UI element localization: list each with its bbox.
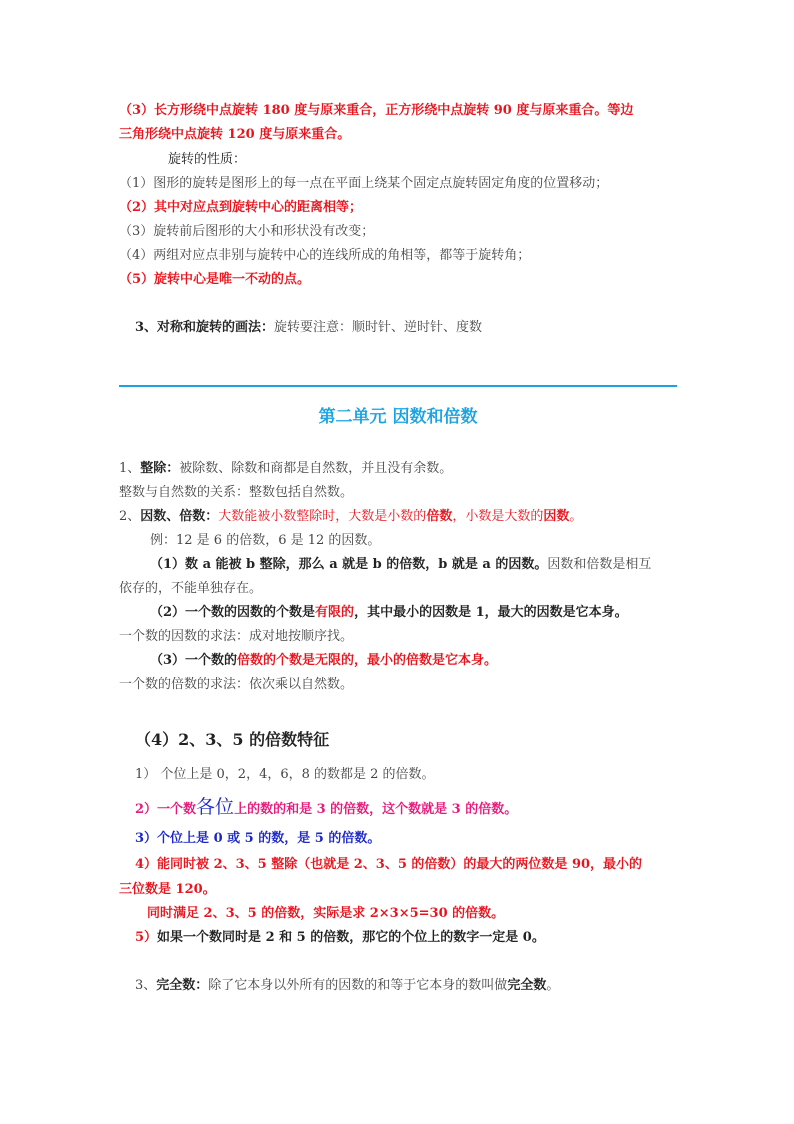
feature-2-each-digit: 各位 — [196, 796, 235, 818]
multiple-finding-method: 一个数的倍数的求法：依次乘以自然数。 — [119, 677, 354, 692]
definition-factor-text-2: ，小数是大数的 — [452, 509, 544, 524]
unit-title: 第二单元 因数和倍数 — [318, 407, 478, 427]
feature-5-text: 如果一个数同时是 2 和 5 的倍数，那它的个位上的数字一定是 0。 — [157, 930, 545, 945]
drawing-method-text: 旋转要注意：顺时针、逆时针、度数 — [274, 320, 483, 335]
note-1-text: 因数和倍数是相互 — [547, 557, 652, 572]
feature-4-note: 同时满足 2、3、5 的倍数，实际是求 2×3×5=30 的倍数。 — [147, 906, 505, 921]
rotation-note-line-1: （3）长方形绕中点旋转 180 度与原来重合，正方形绕中点旋转 90 度与原来重合。等边 — [119, 103, 634, 118]
definition-factor-multiple — [119, 507, 582, 527]
note-3-part-a: （3）一个数的 — [150, 653, 238, 668]
note-1-continued: 依存的，不能单独存在。 — [119, 581, 263, 596]
feature-1: 1） 个位上是 0，2，4，6，8 的数都是 2 的倍数。 — [135, 767, 435, 782]
factor-finding-method: 一个数的因数的求法：成对地按顺序找。 — [119, 629, 354, 644]
rotation-note-line-2: 三角形绕中点旋转 120 度与原来重合。 — [119, 127, 351, 142]
property-4: （4）两组对应点非别与旋转中心的连线所成的角相等，都等于旋转角； — [119, 248, 531, 263]
note-2 — [150, 603, 628, 623]
definition-factor-multiple-term: 倍数 — [426, 509, 453, 524]
note-3-infinite: 倍数的个数是无限的，最小的倍数是它本身。 — [237, 653, 498, 668]
definition-factor-text-1: 大数能被小数整除时，大数是小数的 — [218, 509, 427, 524]
note-1-bold: （1）数 a 能被 b 整除，那么 a 就是 b 的倍数，b 就是 a 的因数。 — [150, 557, 548, 572]
perfect-number-label: 完全数： — [156, 978, 209, 993]
feature-5-number: 5） — [135, 930, 158, 945]
property-2: （2）其中对应点到旋转中心的距离相等； — [119, 200, 363, 215]
integer-natural-relation: 整数与自然数的关系：整数包括自然数。 — [119, 485, 354, 500]
drawing-method-label: 3、对称和旋转的画法： — [135, 320, 275, 335]
perfect-number-text: 除了它本身以外所有的因数的和等于它本身的数叫做 — [208, 978, 508, 993]
definition-factor-label: 因数、倍数： — [140, 509, 219, 524]
perfect-number-definition — [135, 976, 559, 996]
section-divider — [119, 385, 677, 387]
feature-3: 3）个位上是 0 或 5 的数，是 5 的倍数。 — [135, 831, 381, 846]
property-3: （3）旋转前后图形的大小和形状没有改变； — [119, 224, 375, 239]
example-line: 例：12 是 6 的倍数，6 是 12 的因数。 — [150, 533, 381, 548]
features-title: （4）2、3、5 的倍数特征 — [135, 730, 330, 749]
note-2-part-c: ，其中最小的因数是 1，最大的因数是它本身。 — [354, 605, 628, 620]
property-1: （1）图形的旋转是图形上的每一点在平面上绕某个固定点旋转固定角度的位置移动； — [119, 176, 609, 191]
perfect-number-index: 3、 — [135, 978, 157, 993]
rotation-properties-title: 旋转的性质： — [168, 152, 247, 167]
note-1 — [150, 555, 651, 575]
property-5: （5）旋转中心是唯一不动的点。 — [119, 272, 311, 287]
definition-divisible — [119, 459, 452, 479]
perfect-number-term: 完全数 — [507, 978, 547, 993]
perfect-number-end: 。 — [546, 978, 560, 993]
definition-divisible-text: 被除数、除数和商都是自然数，并且没有余数。 — [179, 461, 453, 476]
feature-2-part-b: 上的数的和是 3 的倍数，这个数就是 3 的倍数。 — [234, 802, 518, 817]
definition-divisible-number: 1、 — [119, 461, 141, 476]
definition-divisible-label: 整除： — [140, 461, 180, 476]
feature-2-part-a: 2）一个数 — [135, 802, 197, 817]
definition-factor-number: 2、 — [119, 509, 141, 524]
definition-factor-factor-term: 因数 — [543, 509, 570, 524]
feature-4: 4）能同时被 2、3、5 整除（也就是 2、3、5 的倍数）的最大的两位数是 90，最小的 — [135, 857, 643, 872]
feature-4-continued: 三位数是 120。 — [119, 882, 216, 897]
note-3 — [150, 651, 497, 671]
feature-5 — [135, 928, 545, 948]
note-2-part-a: （2）一个数的因数的个数是 — [150, 605, 316, 620]
drawing-method — [135, 318, 482, 338]
feature-2 — [135, 795, 517, 822]
definition-factor-text-3: 。 — [569, 509, 583, 524]
note-2-finite: 有限的 — [315, 605, 355, 620]
